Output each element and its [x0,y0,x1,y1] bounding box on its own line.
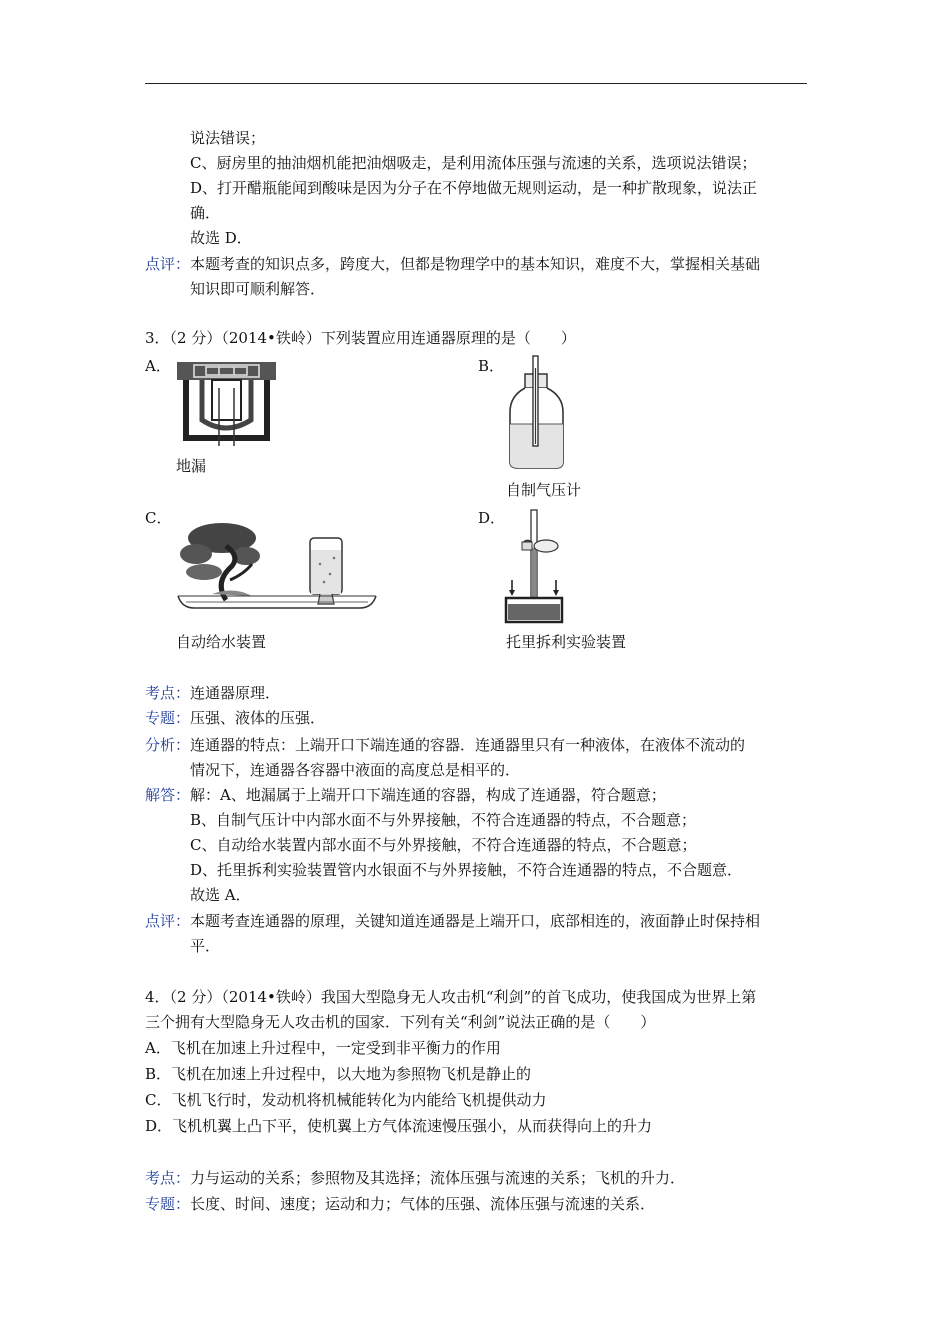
prev-line-3: D、打开醋瓶能闻到酸味是因为分子在不停地做无规则运动，是一种扩散现象，说法正 [190,179,758,197]
q4-option-d: D．飞机机翼上凸下平，使机翼上方气体流速慢压强小，从而获得向上的升力 [145,1117,653,1135]
q3-zhuanti: 压强、液体的压强． [190,709,326,727]
header-rule [145,83,807,84]
q3-dianping-tag: 点评： [145,912,191,930]
prev-line-4: 确． [190,204,221,222]
q3-fenxi-line-2: 情况下，连通器各容器中液面的高度总是相平的． [190,761,521,779]
homemade-barometer-figure [500,354,575,472]
prev-line-5: 故选 D． [190,229,252,247]
q4-option-b: B．飞机在加速上升过程中，以大地为参照物飞机是静止的 [145,1065,532,1083]
q3-dianping-line-2: 平． [190,937,221,955]
q3-option-c-letter: C． [145,509,172,527]
q4-option-a: A．飞机在加速上升过程中，一定受到非平衡力的作用 [145,1039,501,1057]
prev-dianping-tag: 点评： [145,255,191,273]
q3-option-b-caption: 自制气压计 [506,481,582,499]
q3-stem: 3．（2 分）（2014•铁岭）下列装置应用连通器原理的是（ ） [145,329,576,347]
q3-dianping-line-1: 本题考查连通器的原理，关键知道连通器是上端开口，底部相连的，液面静止时保持相 [190,912,761,930]
q4-option-c: C．飞机飞行时，发动机将机械能转化为内能给飞机提供动力 [145,1091,547,1109]
q3-kaodian: 连通器原理． [190,684,281,702]
q4-kaodian-tag: 考点： [145,1169,191,1187]
prev-line-1: 说法错误； [190,129,266,147]
prev-dianping-line-1: 本题考查的知识点多，跨度大，但都是物理学中的基本知识，难度不大，掌握相关基础 [190,255,761,273]
q3-fenxi-line-1: 连通器的特点：上端开口下端连通的容器．连通器里只有一种液体，在液体不流动的 [190,736,746,754]
q4-kaodian: 力与运动的关系；参照物及其选择；流体压强与流速的关系；飞机的升力． [190,1169,686,1187]
q3-kaodian-tag: 考点： [145,684,191,702]
floor-drain-figure [174,358,279,448]
q3-jieda-tag: 解答： [145,786,191,804]
q3-option-a-letter: A． [145,357,171,375]
q3-zhuanti-tag: 专题： [145,709,191,727]
q3-fenxi-tag: 分析： [145,736,191,754]
q3-option-c-caption: 自动给水装置 [176,633,267,651]
q4-stem-line-1: 4．（2 分）（2014•铁岭）我国大型隐身无人攻击机“利剑”的首飞成功，使我国成为世界上第 [145,988,757,1006]
q3-option-a-caption: 地漏 [176,457,207,475]
q3-jieda-line-1: 解：A、地漏属于上端开口下端连通的容器，构成了连通器，符合题意； [190,786,666,804]
q3-jieda-line-3: C、自动给水装置内部水面不与外界接触，不符合连通器的特点，不合题意； [190,836,697,854]
q3-jieda-line-5: 故选 A． [190,886,251,904]
torricelli-apparatus-figure [502,508,567,626]
q3-option-d-letter: D． [478,509,506,527]
prev-dianping-line-2: 知识即可顺利解答． [190,280,326,298]
q3-jieda-line-4: D、托里拆利实验装置管内水银面不与外界接触，不符合连通器的特点，不合题意． [190,861,743,879]
prev-line-2: C、厨房里的抽油烟机能把油烟吸走，是利用流体压强与流速的关系，选项说法错误； [190,154,757,172]
q3-option-b-letter: B． [478,357,505,375]
q4-zhuanti-tag: 专题： [145,1195,191,1213]
q3-option-d-caption: 托里拆利实验装置 [506,633,627,651]
q4-stem-line-2: 三个拥有大型隐身无人攻击机的国家．下列有关“利剑”说法正确的是（ ） [145,1013,656,1031]
q3-jieda-line-2: B、自制气压计中内部水面不与外界接触，不符合连通器的特点，不合题意； [190,811,697,829]
auto-waterer-figure [174,516,379,616]
q4-zhuanti: 长度、时间、速度；运动和力；气体的压强、流体压强与流速的关系． [190,1195,656,1213]
